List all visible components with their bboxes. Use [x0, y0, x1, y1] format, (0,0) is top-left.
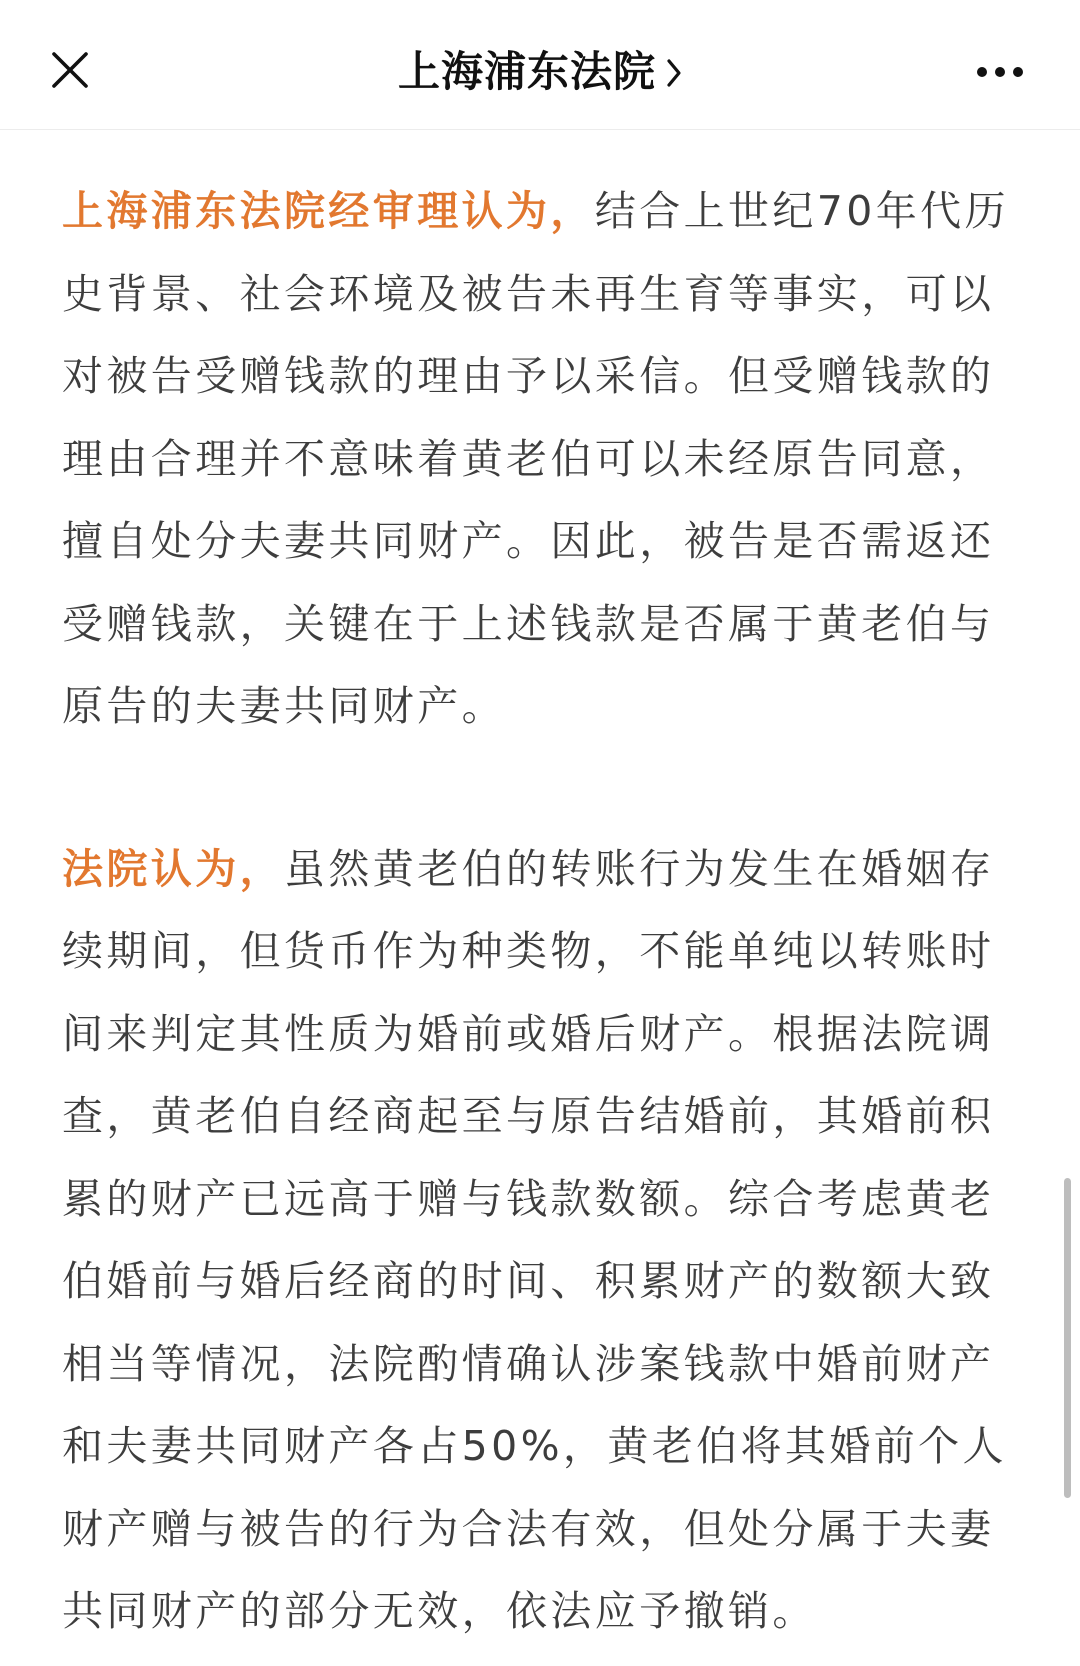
account-title	[0, 42, 1080, 102]
top-nav-bar	[0, 0, 1080, 130]
article-content	[62, 170, 1022, 1653]
account-link[interactable]	[398, 42, 682, 102]
account-name: 上海浦东法院	[397, 47, 656, 96]
article-paragraph-1	[62, 170, 1022, 748]
scrollbar[interactable]	[1064, 1178, 1071, 1498]
more-dots-icon	[976, 66, 1024, 78]
paragraph-2-body: 虽然黄老伯的转账行为发生在婚姻存续期间，但货币作为种类物，不能单纯以转账时间来判定其性质为婚前或婚后财产。根据法院调查，黄老伯自经商起至与原告结婚前，其婚前积累的财产已远高于赠与钱款数额。综合考虑黄老伯婚前与婚后经商的时间、积累财产的数额大致相当等情况，法院酌情确认涉案钱款中婚前财产和夫妻共同财产各占50%，黄老伯将其婚前个人财产赠与被告的行为合法有效，但处分属于夫妻共同财产的部分无效，依法应予撤销。	[62, 844, 1007, 1635]
paragraph-1-lead: 上海浦东法院经审理认为，	[62, 187, 595, 235]
close-icon	[50, 50, 90, 90]
paragraph-1-body: 结合上世纪70年代历史背景、社会环境及被告未再生育等事实，可以对被告受赠钱款的理由予以采信。但受赠钱款的理由合理并不意味着黄老伯可以未经原告同意，擅自处分夫妻共同财产。因此，被告是否需返还受赠钱款，关键在于上述钱款是否属于黄老伯与原告的夫妻共同财产。	[62, 187, 1009, 730]
close-button[interactable]	[40, 40, 100, 100]
more-options-button[interactable]	[960, 50, 1040, 94]
article-paragraph-2	[62, 828, 1022, 1653]
chevron-right-icon	[666, 58, 682, 88]
paragraph-2-lead: 法院认为，	[62, 844, 284, 893]
